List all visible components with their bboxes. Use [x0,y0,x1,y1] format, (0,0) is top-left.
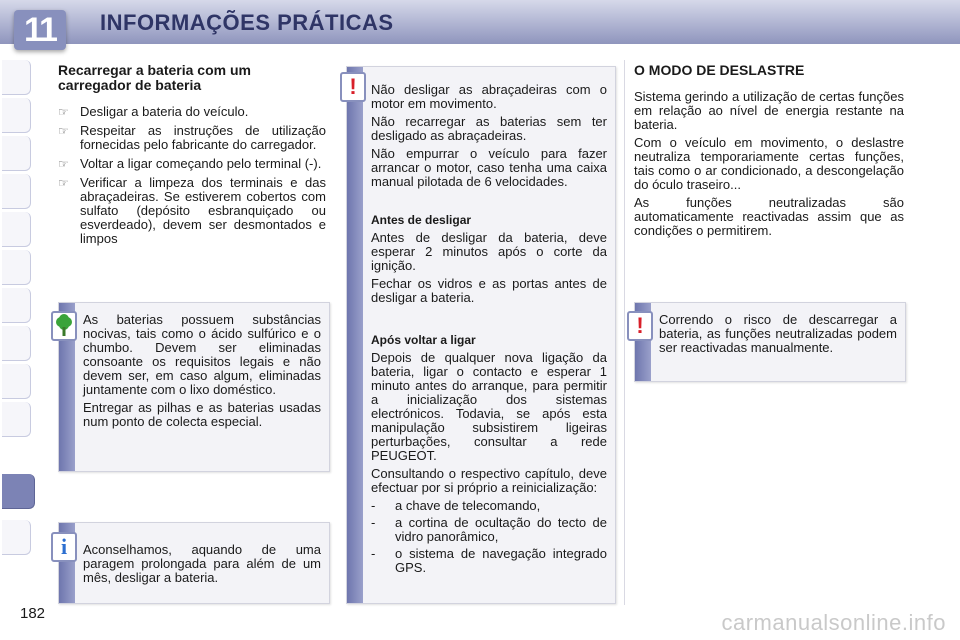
chapter-tab[interactable] [2,364,31,399]
right-warning-box [634,302,906,382]
warning-icon: ! [627,311,653,341]
column-divider [624,60,625,605]
middle-warning-panel [346,66,616,604]
chapter-tab[interactable] [2,402,31,437]
chapter-tab[interactable] [2,174,31,209]
warning-paragraph: Não empurrar o veículo para fazer arrancar o motor, caso tenha uma caixa manual pilotada de 6 velocidades. [371,146,607,189]
list-item: - o sistema de navegação integrado GPS. [371,546,607,575]
load-shedding-paragraph: Sistema gerindo a utilização de certas funções em relação ao nível de energia restante na bateria. [634,89,904,132]
watermark: carmanualsonline.info [721,610,946,635]
pointing-hand-icon: ☞ [58,176,69,190]
section-heading-load-shedding: O MODO DE DESLASTRE [634,62,805,78]
middle-panel-content [371,83,607,578]
info-note-box [58,522,330,604]
after-paragraph: Consultando o respectivo capítulo, deve efectuar por si próprio a reinicialização: [371,466,607,495]
tree-icon [51,311,77,341]
warning-icon: ! [340,72,366,102]
right-column [634,63,904,242]
chapter-tab[interactable] [2,98,31,133]
section-heading-battery-charger: Recarregar a bateria com um carregador de bateria [58,62,251,93]
list-item: - a cortina de ocultação do tecto de vidro panorâmico, [371,515,607,544]
after-paragraph: Depois de qualquer nova ligação da bateria, ligar o contacto e esperar 1 minuto antes do arranque, para permitir a inicialização dos sistemas electrónicos. Todavia, se após esta manipulação subsistirem ligeiras perturbações, consultar a rede PEUGEOT. [371,350,607,463]
right-warning-paragraph: Correndo o risco de descarregar a bateria, as funções neutralizadas podem ser reactivadas manualmente. [659,312,897,355]
chapter-tabs [0,60,34,580]
page-number: 182 [20,605,46,622]
box-accent-bar [347,67,363,603]
before-paragraph: Fechar os vidros e as portas antes de desligar a bateria. [371,276,607,305]
chapter-tab[interactable] [2,520,31,555]
eco-note-content [83,313,321,433]
chapter-tab[interactable] [2,250,31,285]
load-shedding-paragraph: As funções neutralizadas são automaticamente reactivadas assim que as condições o permitirem. [634,195,904,238]
warning-paragraph: Não recarregar as baterias sem ter desligado as abraçadeiras. [371,114,607,143]
load-shedding-paragraph: Com o veículo em movimento, o deslastre neutraliza temporariamente certas funções, tais como o ar condicionado, a descongelação do óculo traseiro... [634,135,904,192]
pointing-hand-icon: ☞ [58,157,69,171]
left-column [58,63,326,251]
eco-note-paragraph: As baterias possuem substâncias nocivas, tais como o ácido sulfúrico e o chumbo. Devem ser eliminadas consoante os requisitos legais e não devem ser, em caso algum, eliminadas juntamente com o lixo doméstico. [83,312,321,397]
warning-paragraph: Não desligar as abraçadeiras com o motor em movimento. [371,82,607,111]
before-paragraph: Antes de desligar da bateria, deve esperar 2 minutos após o corte da ignição. [371,230,607,273]
eco-note-paragraph: Entregar as pilhas e as baterias usadas num ponto de colecta especial. [83,400,321,429]
chapter-tab[interactable] [2,60,31,95]
before-disconnect-heading: Antes de desligar [371,213,472,227]
chapter-tab-active[interactable] [2,474,35,509]
pointing-hand-icon: ☞ [58,105,69,119]
chapter-tab[interactable] [2,212,31,247]
chapter-tab[interactable] [2,326,31,361]
eco-note-box [58,302,330,472]
list-item: ☞ Desligar a bateria do veículo. [58,104,249,119]
list-item: ☞ Verificar a limpeza dos terminais e das abraçadeiras. Se estiverem cobertos com sulfato (depósito esbranquiçado ou esverdeado), devem ser desmontados e limpos [58,175,326,246]
chapter-tab[interactable] [2,136,31,171]
charger-steps-list [58,105,326,246]
chapter-number: 11 [14,10,66,50]
list-item: ☞ Voltar a ligar começando pelo terminal (-). [58,156,322,171]
pointing-hand-icon: ☞ [58,124,69,138]
after-reconnect-heading: Após voltar a ligar [371,333,476,347]
chapter-tab[interactable] [2,288,31,323]
list-item: ☞ Respeitar as instruções de utilização fornecidas pelo fabricante do carregador. [58,123,326,152]
list-item: - a chave de telecomando, [371,498,541,513]
info-icon: i [51,532,77,562]
right-warning-content [659,313,897,359]
page-header [0,0,960,49]
page-title: INFORMAÇÕES PRÁTICAS [100,10,394,35]
reinit-list [371,499,607,575]
info-note-paragraph: Aconselhamos, aquando de uma paragem prolongada para além de um mês, desligar a bateria. [83,542,321,585]
info-note-content [83,543,321,589]
